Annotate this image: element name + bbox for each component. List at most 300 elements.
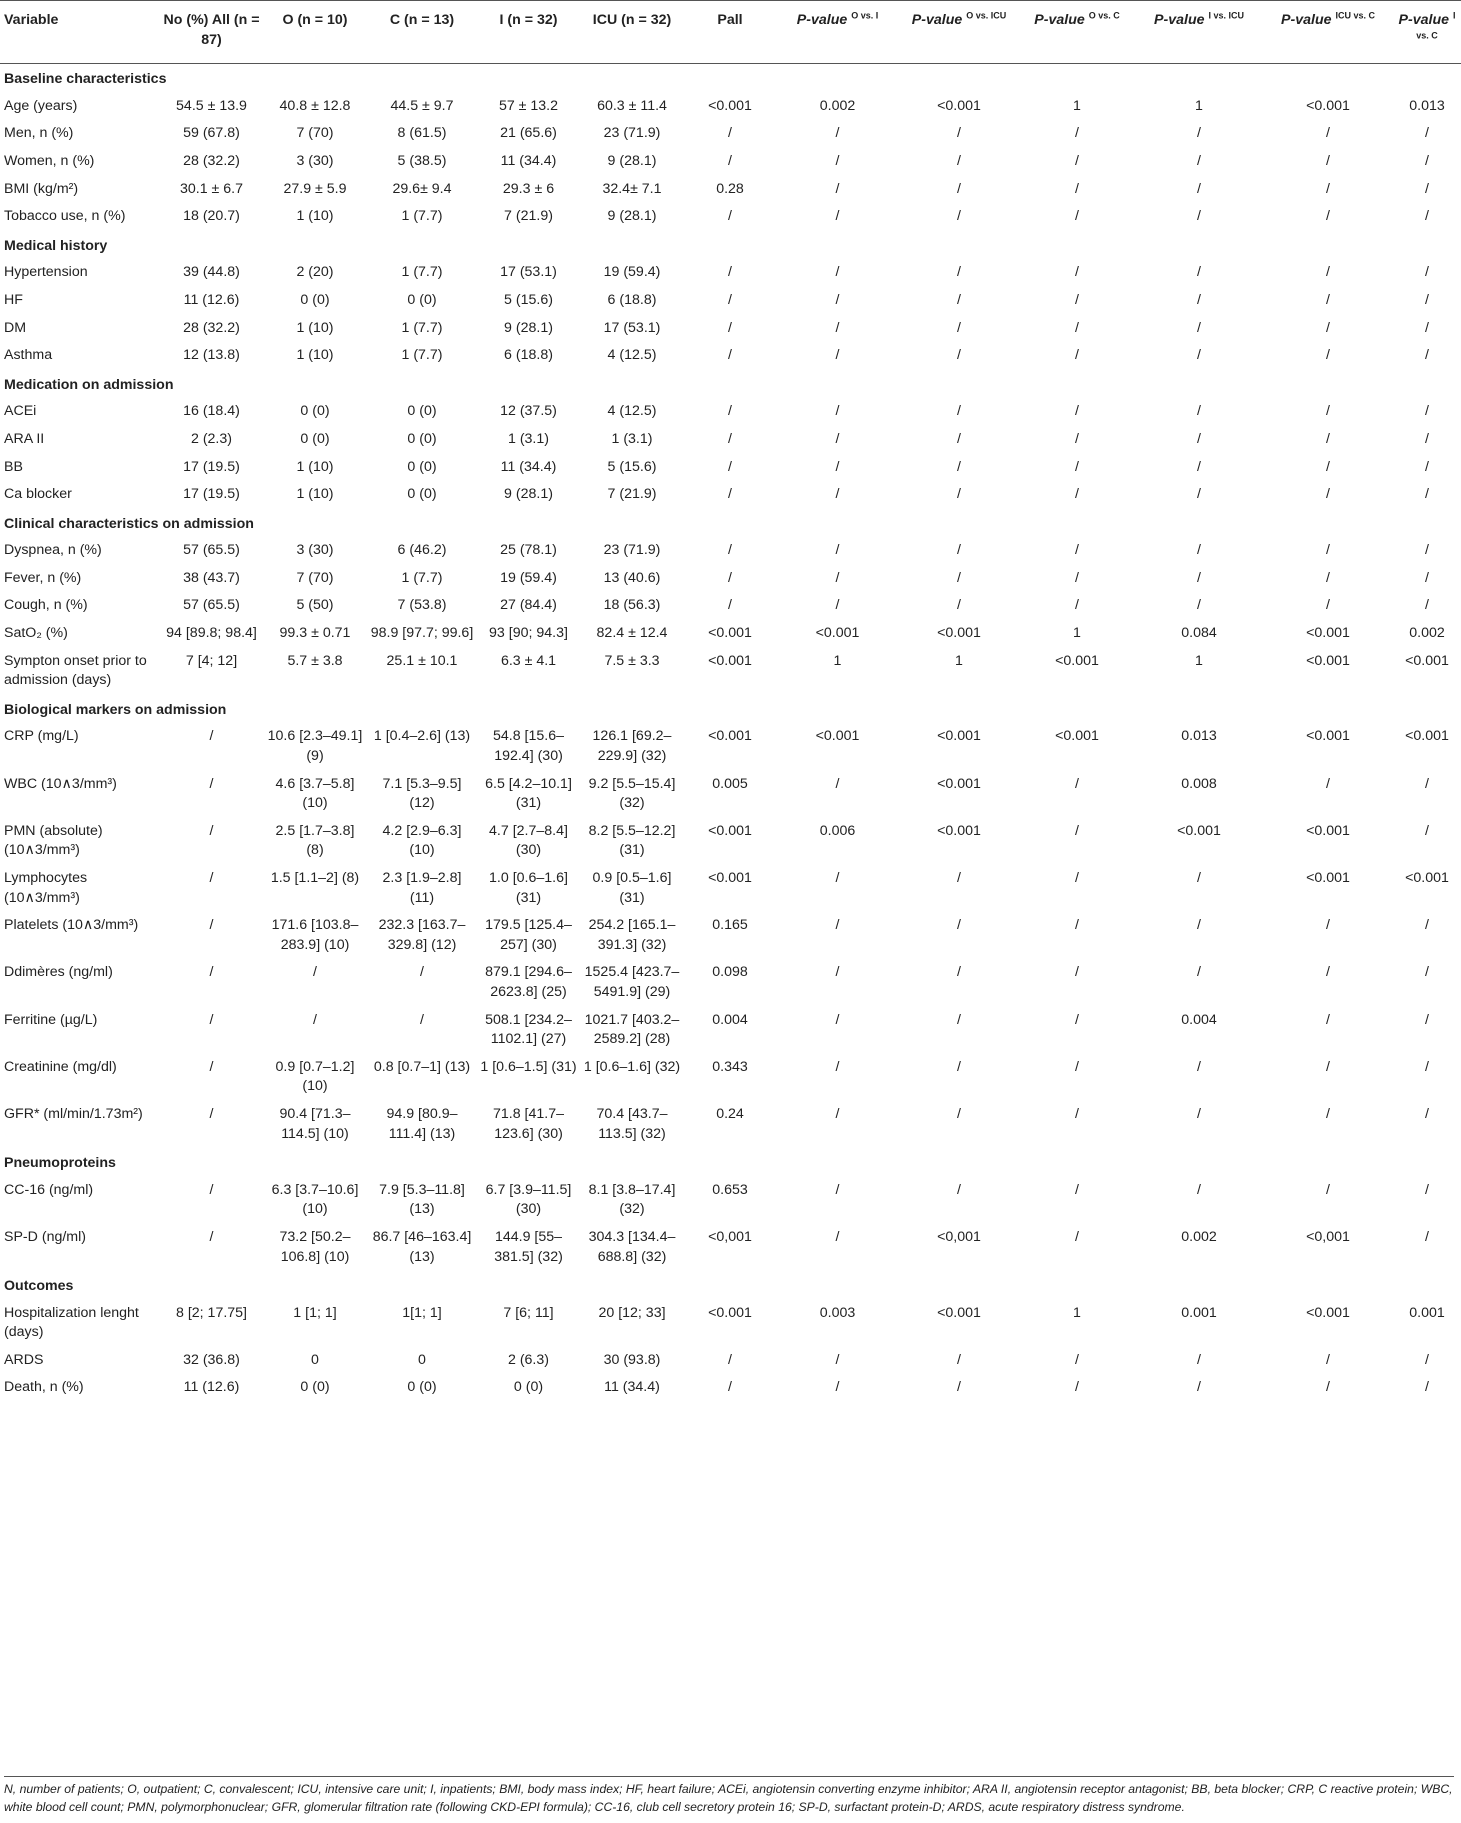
table-cell: 1 [0.6–1.5] (31) — [480, 1058, 577, 1075]
table-cell: 304.3 [134.4–688.8] (32) — [588, 1228, 676, 1265]
table-cell: / — [1197, 1058, 1201, 1075]
table-cell: 0.24 — [716, 1105, 744, 1122]
table-cell: 32 (36.8) — [183, 1351, 240, 1368]
table-cell: 30.1 ± 6.7 — [179, 180, 243, 197]
table-cell: 879.1 [294.6–2623.8] (25) — [485, 964, 572, 1000]
table-cell: 6.5 [4.2–10.1] (31) — [485, 775, 572, 812]
table-cell: 1525.4 [423.7–5491.9] (29) — [584, 964, 680, 1000]
row-label: CC-16 (ng/ml) — [4, 1181, 94, 1198]
table-cell: / — [835, 347, 840, 364]
table-cell: / — [1326, 1105, 1330, 1122]
row-label: Men, n (%) — [4, 125, 74, 142]
row-label: Hospitalization lenght (days) — [4, 1304, 139, 1341]
table-cell: 0.002 — [1409, 625, 1445, 642]
table-row — [0, 592, 1461, 620]
section-row — [0, 1271, 1461, 1300]
table-cell: / — [1425, 347, 1429, 364]
row-label: DM — [4, 319, 27, 336]
table-cell: / — [1425, 1351, 1429, 1368]
table-cell: 10.6 [2.3–49.1] (9) — [267, 728, 363, 765]
table-body — [0, 64, 1461, 1404]
table-cell: / — [209, 1181, 214, 1198]
table-cell: / — [1326, 1058, 1330, 1075]
table-cell: 6 (18.8) — [607, 291, 657, 308]
table-cell: / — [1197, 1351, 1201, 1368]
table-cell: / — [957, 125, 961, 142]
table-cell: / — [728, 486, 732, 503]
table-cell: 7 (21.9) — [607, 486, 657, 503]
header-p-o-vs-c: P-value $^{O vs. C}$ — [1019, 1, 1135, 64]
table-cell: / — [1425, 569, 1429, 586]
row-label: Platelets (10∧3/mm³) — [4, 917, 139, 934]
table-cell: / — [1075, 486, 1079, 503]
header-inpatient: I (n = 32) — [477, 1, 580, 64]
pvalue-label: P-value — [1281, 12, 1332, 28]
table-cell: 57 ± 13.2 — [498, 97, 559, 114]
table-cell: 3 (30) — [296, 542, 334, 559]
table-cell: / — [728, 430, 732, 447]
table-cell: / — [835, 1058, 840, 1075]
table-cell: 8 (61.5) — [397, 125, 447, 142]
row-label: Fever, n (%) — [4, 569, 82, 586]
table-cell: 11 (34.4) — [500, 458, 557, 475]
table-cell: 44.5 ± 9.7 — [390, 97, 454, 114]
table-cell: 1 — [833, 652, 842, 669]
table-cell: / — [1075, 569, 1079, 586]
table-cell: <0,001 — [937, 1228, 981, 1245]
table-cell: 1 (10) — [296, 347, 334, 364]
table-cell: <0,001 — [708, 1228, 752, 1245]
table-cell: 82.4 ± 12.4 — [596, 625, 668, 642]
table-cell: 17 (53.1) — [500, 264, 557, 281]
table-cell: 28 (32.2) — [183, 152, 240, 169]
table-cell: / — [209, 1228, 214, 1245]
table-cell: 6.3 ± 4.1 — [500, 652, 557, 669]
table-cell: / — [1197, 403, 1201, 420]
table-cell: / — [1075, 125, 1079, 142]
table-cell: / — [1197, 125, 1201, 142]
table-cell: 94.9 [80.9–111.4] (13) — [386, 1105, 458, 1142]
table-cell: / — [957, 964, 961, 981]
table-cell: / — [957, 403, 961, 420]
table-cell: 16 (18.4) — [183, 403, 240, 420]
table-cell: 59 (67.8) — [183, 125, 240, 142]
header-p-i-vs-icu: P-value $^{I vs. ICU}$ — [1135, 1, 1263, 64]
row-label: SatO₂ (%) — [4, 625, 68, 642]
table-cell: 11 (12.6) — [183, 1379, 240, 1396]
table-cell: / — [1075, 208, 1079, 225]
table-cell: 0.001 — [1409, 1304, 1445, 1321]
row-label: Cough, n (%) — [4, 597, 88, 614]
table-cell: / — [1425, 1379, 1429, 1396]
table-cell: / — [957, 1181, 961, 1198]
table-cell: / — [1197, 542, 1201, 559]
table-cell: 1 (10) — [296, 208, 334, 225]
table-cell: 7 (70) — [296, 125, 334, 142]
table-cell: / — [835, 458, 840, 475]
table-cell: / — [835, 125, 840, 142]
table-cell: 29.6± 9.4 — [392, 180, 452, 197]
table-cell: / — [1326, 319, 1330, 336]
table-cell: / — [1326, 486, 1330, 503]
table-cell: / — [1425, 1181, 1429, 1198]
row-label: Ferritine (µg/L) — [4, 1011, 98, 1028]
section-row — [0, 370, 1461, 399]
table-cell: 11 (12.6) — [183, 291, 240, 308]
table-cell: 5 (15.6) — [504, 291, 553, 308]
table-cell: / — [1326, 291, 1330, 308]
table-cell: 12 (13.8) — [183, 347, 240, 364]
table-cell: / — [835, 180, 840, 197]
table-cell: / — [957, 1058, 961, 1075]
table-row — [0, 648, 1461, 695]
table-cell: / — [1197, 964, 1201, 981]
table-cell: / — [1075, 152, 1079, 169]
table-cell: / — [835, 264, 840, 281]
table-cell: / — [957, 917, 961, 934]
table-cell: 5 (15.6) — [607, 458, 657, 475]
table-cell: 1 (7.7) — [401, 264, 443, 281]
table-cell: / — [1075, 1379, 1079, 1396]
table-cell: / — [728, 458, 732, 475]
table-cell: <0.001 — [1306, 1304, 1350, 1321]
table-cell: / — [1425, 291, 1429, 308]
table-cell: / — [1425, 1228, 1429, 1245]
table-cell: / — [957, 152, 961, 169]
table-cell: / — [728, 291, 732, 308]
table-cell: / — [835, 1181, 840, 1198]
table-cell: 7.5 ± 3.3 — [604, 652, 660, 669]
table-cell: 4.7 [2.7–8.4] (30) — [489, 822, 568, 859]
table-row — [0, 1300, 1461, 1347]
row-label: Women, n (%) — [4, 152, 95, 169]
section-title: Clinical characteristics on admission — [4, 515, 254, 532]
table-cell: 17 (53.1) — [603, 319, 661, 336]
table-cell: / — [1425, 264, 1429, 281]
table-cell: / — [1326, 597, 1330, 614]
table-cell: 1 — [1195, 652, 1203, 669]
table-cell: 29.3 ± 6 — [502, 180, 555, 197]
table-cell: 1 (3.1) — [611, 430, 653, 447]
table-cell: <0.001 — [1306, 870, 1350, 886]
table-cell: 2 (6.3) — [507, 1351, 549, 1368]
table-cell: 25 (78.1) — [500, 542, 557, 559]
table-cell: / — [1075, 597, 1079, 614]
table-cell: / — [957, 291, 961, 308]
table-cell: 21 (65.6) — [500, 125, 557, 142]
table-cell: / — [1326, 917, 1330, 934]
table-cell: 17 (19.5) — [183, 458, 240, 475]
table-cell: 6 (46.2) — [397, 542, 447, 559]
table-cell: 5 (50) — [296, 597, 334, 614]
table-cell: / — [1075, 1181, 1079, 1198]
table-cell: 27 (84.4) — [500, 597, 557, 614]
header-icu: ICU (n = 32) — [580, 1, 684, 64]
table-cell: / — [1197, 458, 1201, 475]
table-cell: 4.2 [2.9–6.3] (10) — [382, 822, 462, 859]
row-label: Hypertension — [4, 264, 88, 281]
section-title: Medication on admission — [4, 376, 174, 393]
table-cell: / — [209, 870, 214, 886]
table-cell: / — [1326, 125, 1330, 142]
row-label: Sympton onset prior to admission (days) — [4, 652, 147, 689]
table-cell: 0.013 — [1181, 728, 1217, 745]
table-cell: / — [1326, 569, 1330, 586]
table-cell: 0 (0) — [407, 430, 437, 447]
table-cell: 40.8 ± 12.8 — [279, 97, 351, 114]
table-cell: 0.002 — [819, 97, 856, 114]
table-cell: <0.001 — [815, 625, 860, 642]
table-cell: 0 (0) — [407, 291, 437, 308]
table-cell: / — [957, 1351, 961, 1368]
table-cell: / — [835, 1228, 840, 1245]
table-cell: <0.001 — [708, 97, 752, 114]
table-cell: / — [835, 917, 840, 934]
table-cell: 9.2 [5.5–15.4] (32) — [588, 775, 676, 812]
table-row — [0, 1177, 1461, 1224]
table-cell: 0.28 — [716, 180, 744, 197]
table-cell: / — [1326, 208, 1330, 225]
table-cell: / — [1425, 597, 1429, 614]
table-cell: 0 (0) — [407, 486, 437, 503]
table-cell: 0 (0) — [300, 291, 330, 308]
table-cell: 5 (38.5) — [397, 152, 447, 169]
section-title: Medical history — [4, 237, 108, 254]
table-cell: / — [1197, 917, 1201, 934]
table-cell: / — [1326, 264, 1330, 281]
header-outpatient: O (n = 10) — [263, 1, 367, 64]
table-cell: 11 (34.4) — [500, 152, 557, 169]
table-cell: 4 (12.5) — [607, 403, 657, 420]
table-cell: <0.001 — [937, 822, 981, 839]
table-cell: 0.013 — [1409, 97, 1445, 114]
table-cell: / — [1075, 430, 1079, 447]
table-cell: / — [835, 403, 840, 420]
table-cell: 23 (71.9) — [603, 542, 661, 559]
table-cell: 0 (0) — [300, 430, 330, 447]
table-cell: / — [209, 1105, 214, 1122]
table-cell: 90.4 [71.3–114.5] (10) — [279, 1105, 351, 1142]
table-cell: 0 (0) — [407, 403, 437, 420]
table-cell: / — [1326, 964, 1330, 981]
table-cell: / — [1425, 486, 1429, 503]
table-cell: 8.2 [5.5–12.2] (31) — [588, 822, 676, 859]
table-cell: 0 (0) — [300, 403, 330, 420]
table-cell: 0.165 — [712, 917, 748, 934]
table-cell: 0.653 — [712, 1181, 748, 1198]
table-cell: 12 (37.5) — [500, 403, 557, 420]
table-row — [0, 1347, 1461, 1375]
table-cell: 99.3 ± 0.71 — [279, 625, 351, 642]
table-cell: 7 (70) — [296, 569, 334, 586]
table-cell: 254.2 [165.1–391.3] (32) — [588, 917, 676, 953]
header-all: No (%) All (n = 87) — [160, 1, 263, 64]
table-row — [0, 426, 1461, 454]
table-cell: 6 (18.8) — [504, 347, 553, 364]
table-cell: / — [1197, 264, 1201, 281]
table-cell: / — [1197, 597, 1201, 614]
table-cell: / — [209, 728, 214, 745]
table-cell: / — [835, 569, 840, 586]
table-cell: / — [1075, 1351, 1079, 1368]
table-cell: / — [420, 1011, 424, 1028]
table-cell: 30 (93.8) — [603, 1351, 661, 1368]
table-cell: 0.004 — [712, 1011, 748, 1028]
row-label: CRP (mg/L) — [4, 728, 79, 745]
table-cell: / — [1075, 542, 1079, 559]
table-row — [0, 818, 1461, 865]
table-cell: 9 (28.1) — [504, 486, 553, 503]
table-cell: 7 (53.8) — [397, 597, 447, 614]
table-cell: 1 (7.7) — [401, 569, 443, 586]
table-cell: <0.001 — [815, 728, 860, 745]
table-cell: / — [1197, 152, 1201, 169]
row-label: BMI (kg/m²) — [4, 180, 79, 197]
table-cell: <0.001 — [1306, 625, 1350, 642]
table-cell: / — [957, 264, 961, 281]
table-cell: 1 [0.4–2.6] (13) — [373, 728, 471, 745]
table-cell: / — [1197, 870, 1201, 886]
table-cell: 25.1 ± 10.1 — [386, 652, 458, 669]
table-cell: / — [957, 319, 961, 336]
table-cell: <0.001 — [937, 728, 981, 745]
table-cell: <0.001 — [937, 775, 981, 792]
table-cell: / — [209, 775, 214, 792]
table-cell: 1 (10) — [296, 458, 334, 475]
table-cell: / — [957, 569, 961, 586]
table-cell: / — [1075, 180, 1079, 197]
table-cell: 38 (43.7) — [183, 569, 240, 586]
table-cell: / — [957, 1011, 961, 1028]
table-cell: 54.8 [15.6–192.4] (30) — [493, 728, 564, 765]
table-cell: <0.001 — [1306, 652, 1350, 669]
table-cell: 5.7 ± 3.8 — [287, 652, 343, 669]
table-cell: / — [1197, 1379, 1201, 1396]
table-cell: <0.001 — [708, 652, 752, 669]
table-cell: / — [209, 964, 214, 981]
table-cell: <0.001 — [1055, 728, 1099, 745]
section-row — [0, 231, 1461, 260]
table-cell: / — [1075, 1011, 1079, 1028]
table-row — [0, 315, 1461, 343]
section-title: Outcomes — [4, 1278, 74, 1295]
table-cell: / — [1425, 775, 1429, 792]
table-cell: 19 (59.4) — [500, 569, 557, 586]
table-cell: 23 (71.9) — [603, 125, 661, 142]
table-row — [0, 287, 1461, 315]
table-cell: / — [835, 486, 840, 503]
table-row — [0, 176, 1461, 204]
table-cell: 1021.7 [403.2–2589.2] (28) — [584, 1011, 680, 1048]
table-cell: / — [1075, 964, 1079, 981]
pvalue-label: P-value — [1398, 12, 1449, 28]
table-cell: <0.001 — [708, 625, 752, 642]
table-cell: 17 (19.5) — [183, 486, 240, 503]
table-row — [0, 203, 1461, 231]
table-cell: 0 (0) — [407, 458, 437, 475]
table-cell: 0 — [418, 1351, 426, 1368]
table-cell: / — [1425, 1105, 1429, 1122]
table-cell: / — [1425, 542, 1429, 559]
table-cell: 9 (28.1) — [607, 208, 657, 225]
section-title: Pneumoproteins — [4, 1155, 116, 1172]
table-cell: 19 (59.4) — [603, 264, 661, 281]
table-row — [0, 93, 1461, 121]
table-cell: 0.003 — [819, 1304, 856, 1321]
table-cell: 2 (20) — [296, 264, 334, 281]
table-cell: / — [313, 1011, 317, 1028]
table-cell: / — [1326, 1351, 1330, 1368]
table-cell: 126.1 [69.2–229.9] (32) — [592, 728, 672, 765]
table-cell: <0.001 — [1306, 97, 1350, 114]
row-label: PMN (absolute) (10∧3/mm³) — [4, 822, 103, 859]
table-cell: / — [1197, 486, 1201, 503]
table-cell: / — [1425, 180, 1429, 197]
table-cell: / — [209, 1058, 214, 1075]
table-row — [0, 454, 1461, 482]
table-cell: / — [1326, 542, 1330, 559]
row-label: Dyspnea, n (%) — [4, 542, 102, 559]
table-cell: 1.0 [0.6–1.6] (31) — [489, 870, 568, 906]
table-cell: 86.7 [46–163.4] (13) — [372, 1228, 472, 1265]
table-cell: / — [835, 152, 840, 169]
table-cell: 18 (20.7) — [183, 208, 240, 225]
table-cell: / — [728, 542, 732, 559]
table-cell: 2.3 [1.9–2.8] (11) — [382, 870, 462, 906]
table-cell: / — [1197, 430, 1201, 447]
table-cell: 0.008 — [1181, 775, 1217, 792]
table-cell: / — [420, 964, 424, 981]
table-cell: / — [1075, 291, 1079, 308]
table-cell: 7 [4; 12] — [185, 652, 238, 669]
table-cell: / — [1075, 319, 1079, 336]
table-cell: / — [728, 403, 732, 420]
table-cell: 39 (44.8) — [183, 264, 240, 281]
table-cell: / — [957, 180, 961, 197]
table-cell: / — [957, 870, 961, 886]
table-cell: 20 [12; 33] — [598, 1304, 666, 1321]
table-cell: / — [835, 319, 840, 336]
row-label: WBC (10∧3/mm³) — [4, 775, 117, 792]
row-label: ACEi — [4, 403, 37, 420]
header-convalescent: C (n = 13) — [367, 1, 477, 64]
table-cell: 0.9 [0.5–1.6] (31) — [592, 870, 672, 906]
table-cell: 60.3 ± 11.4 — [597, 97, 667, 114]
section-title: Baseline characteristics — [4, 71, 167, 88]
pvalue-label: P-value — [911, 12, 963, 28]
table-cell: 0.084 — [1181, 625, 1217, 642]
table-cell: 1.5 [1.1–2] (8) — [270, 870, 360, 886]
table-cell: 1 (7.7) — [401, 319, 443, 336]
table-cell: / — [728, 208, 732, 225]
table-cell: / — [728, 597, 732, 614]
table-row — [0, 620, 1461, 648]
table-cell: / — [957, 542, 961, 559]
table-cell: / — [1425, 430, 1429, 447]
table-cell: / — [1425, 403, 1429, 420]
table-cell: / — [1425, 1058, 1429, 1075]
table-cell: / — [1425, 822, 1429, 839]
table-cell: / — [1075, 1228, 1079, 1245]
table-cell: / — [209, 1011, 214, 1028]
table-cell: 7.1 [5.3–9.5] (12) — [382, 775, 462, 812]
table-cell: 9 (28.1) — [607, 152, 657, 169]
table-cell: 8.1 [3.8–17.4] (32) — [588, 1181, 676, 1218]
table-cell: 0.005 — [712, 775, 748, 792]
table-cell: / — [957, 1379, 961, 1396]
table-cell: / — [1326, 430, 1330, 447]
row-label: BB — [4, 458, 23, 475]
